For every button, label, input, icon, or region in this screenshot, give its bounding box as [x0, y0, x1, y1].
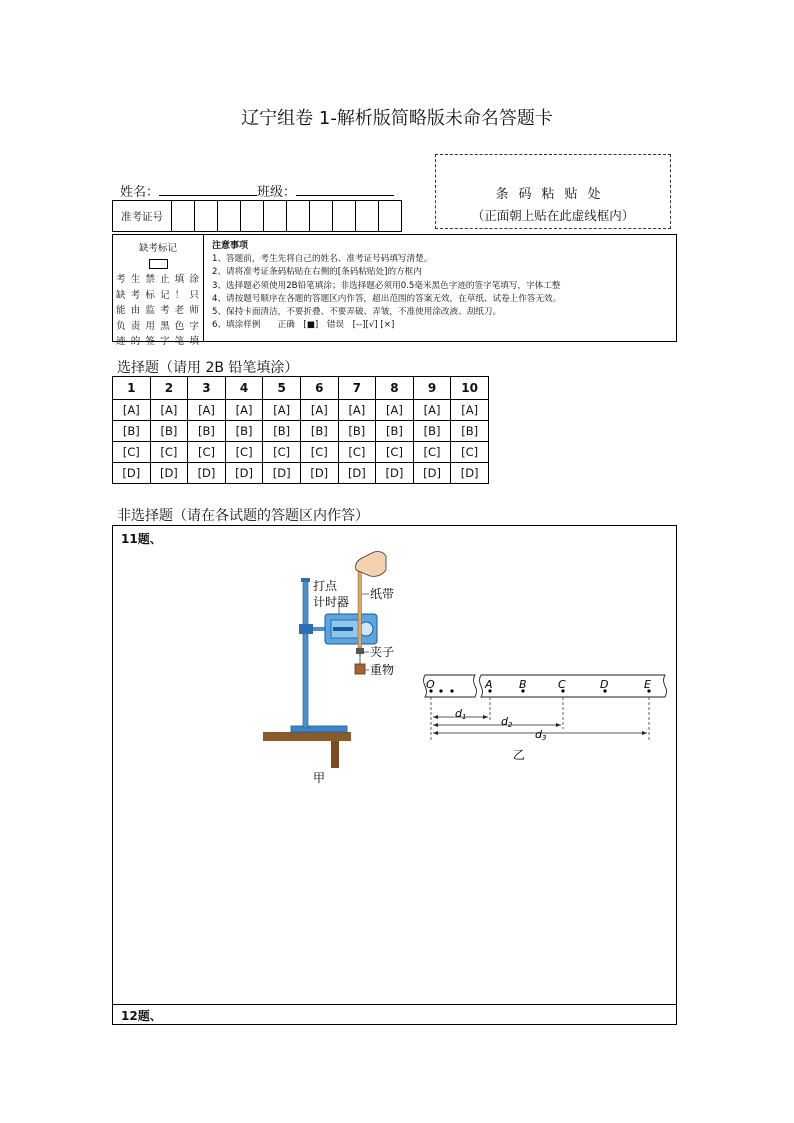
absent-text-line: 能由监考老师: [116, 305, 200, 316]
d1-label: d1: [455, 707, 467, 721]
rule-item: 2、请将准考证条码粘贴在右侧的[条码粘贴处]的方框内: [212, 267, 422, 278]
rules-panel: [204, 235, 676, 341]
choice-bubble[interactable]: [C]: [188, 442, 226, 463]
exam-id-cell[interactable]: [356, 201, 379, 231]
exam-id-cell[interactable]: [379, 201, 401, 231]
rule-item: 5、保持卡面清洁，不要折叠、不要弄破、弄皱，不准使用涂改液、刮纸刀。: [212, 307, 502, 318]
question-number: 10: [451, 377, 489, 400]
question-number: 8: [376, 377, 414, 400]
point-D: D: [600, 678, 609, 691]
label-weight: 重物: [370, 663, 395, 677]
choice-bubble[interactable]: [A]: [451, 400, 489, 421]
choice-bubble[interactable]: [C]: [451, 442, 489, 463]
choice-bubble[interactable]: [A]: [300, 400, 338, 421]
nonchoice-heading: 非选择题（请在各试题的答题区内作答）: [117, 508, 369, 524]
exam-id-cell[interactable]: [195, 201, 218, 231]
table-leg: [331, 741, 339, 768]
choice-bubble[interactable]: [C]: [225, 442, 263, 463]
answer-box-q11[interactable]: [112, 525, 677, 1005]
exam-id-cell[interactable]: [310, 201, 333, 231]
label-timer-1: 打点: [313, 579, 338, 593]
absent-text-line: 迹的签字笔填: [116, 336, 200, 347]
point-C: C: [558, 678, 566, 691]
exam-id-grid: [112, 200, 402, 232]
d3-label: d3: [535, 728, 547, 742]
absent-text-line: 缺考标记！只: [116, 289, 200, 301]
choice-bubble[interactable]: [C]: [113, 442, 151, 463]
choice-number-row: [113, 377, 489, 400]
question-number: 5: [263, 377, 301, 400]
choice-bubble[interactable]: [B]: [225, 421, 263, 442]
point-O: O: [426, 678, 435, 691]
choice-bubble[interactable]: [D]: [113, 463, 151, 484]
question-number: 9: [413, 377, 451, 400]
choice-bubble[interactable]: [B]: [413, 421, 451, 442]
question-number: 7: [338, 377, 376, 400]
exam-id-cell[interactable]: [287, 201, 310, 231]
choice-bubble[interactable]: [D]: [413, 463, 451, 484]
tape-dot: [450, 689, 453, 692]
rule-item: 1、答题前，考生先将自己的姓名、准考证号码填写清楚。: [212, 254, 433, 265]
choice-bubble[interactable]: [A]: [225, 400, 263, 421]
exam-id-cell[interactable]: [241, 201, 264, 231]
question-number: 1: [113, 377, 151, 400]
paper-tape: [358, 564, 362, 648]
class-label: 班级：: [257, 185, 297, 200]
barcode-title: 条码粘贴处: [495, 187, 611, 202]
choice-bubble[interactable]: [D]: [263, 463, 301, 484]
choice-bubble[interactable]: [A]: [376, 400, 414, 421]
d2-label: d2: [501, 715, 513, 729]
absent-text-line: 考生禁止填涂: [116, 274, 200, 285]
name-field[interactable]: [159, 183, 257, 196]
q11-label: 11题、: [121, 532, 162, 546]
stand-base: [291, 726, 347, 732]
point-B: B: [519, 678, 527, 691]
choice-bubble[interactable]: [A]: [188, 400, 226, 421]
exam-id-cell[interactable]: [333, 201, 356, 231]
choice-bubble[interactable]: [C]: [338, 442, 376, 463]
answer-box-q12[interactable]: [112, 1003, 677, 1025]
q12-label: 12题、: [121, 1009, 162, 1023]
choice-bubble[interactable]: [A]: [113, 400, 151, 421]
experiment-figure: [113, 526, 676, 796]
choice-bubble[interactable]: [A]: [413, 400, 451, 421]
caption-right: 乙: [513, 748, 526, 762]
choice-bubble[interactable]: [A]: [150, 400, 188, 421]
absent-mark-box[interactable]: [149, 259, 168, 269]
choice-option-row: [113, 442, 489, 463]
class-field[interactable]: [296, 183, 394, 196]
choice-bubble[interactable]: [D]: [338, 463, 376, 484]
choice-bubble[interactable]: [B]: [150, 421, 188, 442]
name-label: 姓名：: [120, 185, 160, 200]
label-tape: 纸带: [370, 587, 395, 601]
tape-dot: [439, 689, 442, 692]
question-number: 6: [300, 377, 338, 400]
stand-clamp: [299, 624, 313, 634]
exam-id-cell[interactable]: [264, 201, 287, 231]
choice-bubble[interactable]: [B]: [188, 421, 226, 442]
exam-id-cell[interactable]: [218, 201, 241, 231]
choice-bubble[interactable]: [D]: [376, 463, 414, 484]
choice-bubble[interactable]: [D]: [150, 463, 188, 484]
choice-bubble[interactable]: [D]: [300, 463, 338, 484]
choice-bubble[interactable]: [B]: [113, 421, 151, 442]
question-number: 4: [225, 377, 263, 400]
choice-table: [112, 376, 489, 484]
question-number: 3: [188, 377, 226, 400]
rule-item: 4、请按题号顺序在各题的答题区内作答，超出范围的答案无效，在草纸、试卷上作答无效。: [212, 293, 562, 304]
label-clip: 夹子: [370, 645, 395, 659]
choice-bubble[interactable]: [B]: [263, 421, 301, 442]
choice-bubble[interactable]: [D]: [225, 463, 263, 484]
rule-item: 3、选择题必须使用2B铅笔填涂；非选择题必须用0.5毫米黑色字迹的签字笔填写，字体工整: [212, 280, 561, 291]
point-A: A: [485, 678, 493, 691]
point-E: E: [644, 678, 651, 691]
page-title: 辽宁组卷 1-解析版简略版未命名答题卡: [241, 108, 553, 129]
choice-bubble[interactable]: [D]: [188, 463, 226, 484]
choice-bubble[interactable]: [B]: [338, 421, 376, 442]
rules-heading: 注意事项: [212, 241, 249, 251]
choice-bubble[interactable]: [B]: [300, 421, 338, 442]
absent-mark-panel: [113, 235, 204, 347]
choice-bubble[interactable]: [C]: [150, 442, 188, 463]
choice-heading: 选择题（请用 2B 铅笔填涂）: [117, 360, 299, 376]
choice-bubble[interactable]: [C]: [376, 442, 414, 463]
table-top: [263, 732, 351, 741]
choice-bubble[interactable]: [B]: [451, 421, 489, 442]
name-class-line: [120, 181, 394, 200]
clip: [356, 648, 364, 654]
notice-section: [112, 234, 677, 347]
choice-bubble[interactable]: [A]: [263, 400, 301, 421]
choice-bubble[interactable]: [C]: [413, 442, 451, 463]
choice-bubble[interactable]: [D]: [451, 463, 489, 484]
absent-text-line: 负责用黑色字: [116, 320, 200, 332]
choice-bubble[interactable]: [B]: [376, 421, 414, 442]
exam-id-label: 准考证号: [113, 201, 172, 231]
tape-right-piece: [480, 675, 667, 697]
label-timer-2: 计时器: [313, 595, 350, 609]
choice-option-row: [113, 421, 489, 442]
question-number: 2: [150, 377, 188, 400]
barcode-area: [435, 154, 671, 229]
caption-left: 甲: [313, 771, 326, 785]
choice-option-row: [113, 463, 489, 484]
absent-heading: 缺考标记: [138, 243, 177, 254]
exam-id-cell[interactable]: [172, 201, 195, 231]
choice-option-row: [113, 400, 489, 421]
stand-rod: [303, 580, 308, 728]
rule-item: 6、填涂样例 正确 [■] 错误 [--][√] [×]: [212, 320, 395, 331]
weight: [355, 664, 365, 674]
barcode-hint: （正面朝上贴在此虚线框内）: [471, 208, 635, 223]
choice-bubble[interactable]: [C]: [263, 442, 301, 463]
choice-bubble[interactable]: [C]: [300, 442, 338, 463]
choice-bubble[interactable]: [A]: [338, 400, 376, 421]
